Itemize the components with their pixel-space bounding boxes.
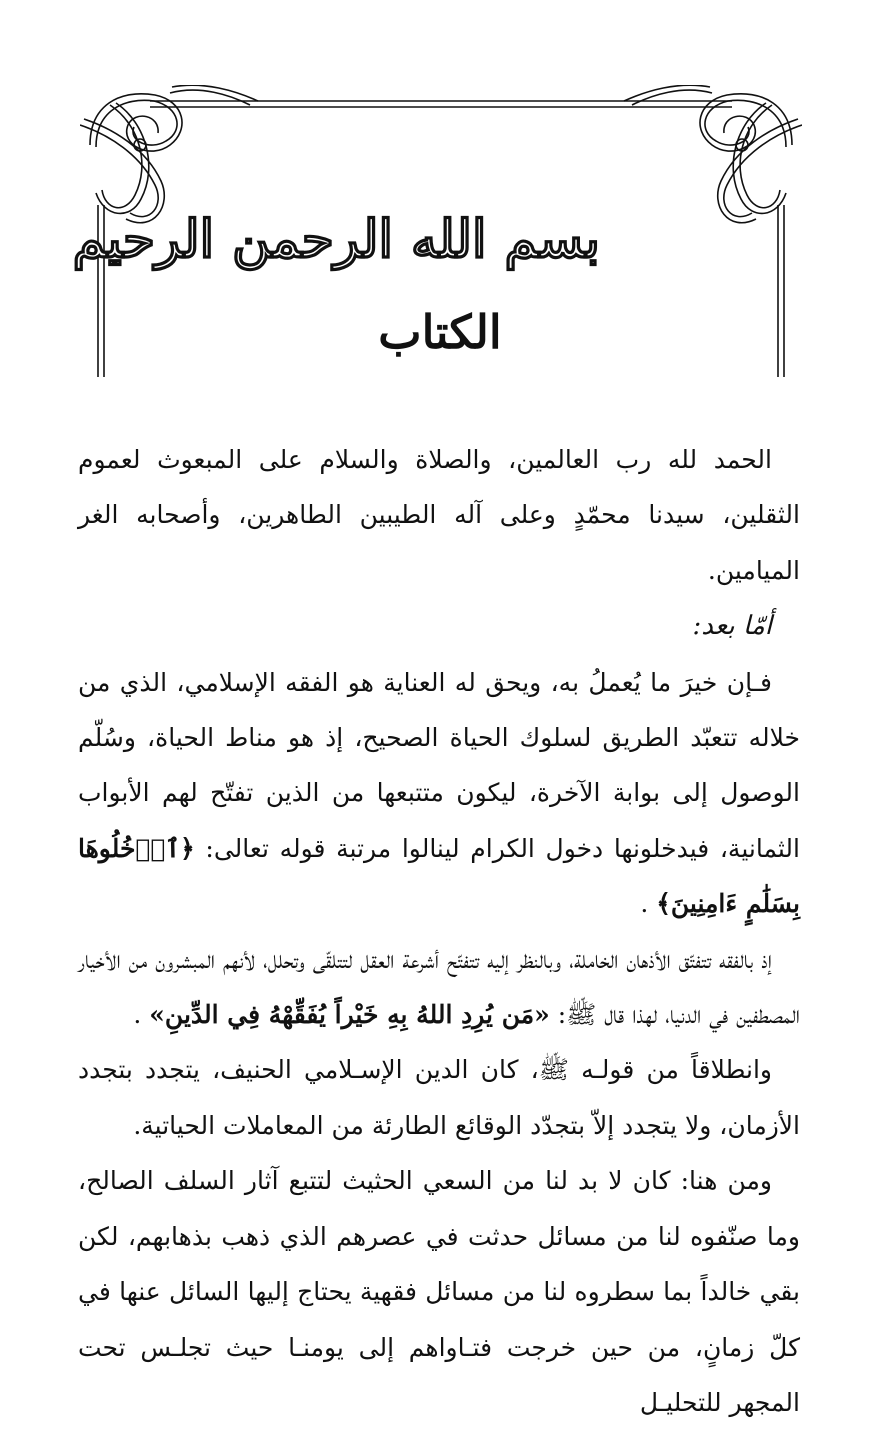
basmala-calligraphy: بسم الله الرحمن الرحيم <box>72 209 600 270</box>
paragraph-fiqh-intro <box>78 655 800 932</box>
paragraph-opening: الحمد لله رب العالمين، والصلاة والسلام على المبعوث لعموم الثقلين، سيدنا محمّدٍ وعلى آله الطيبين الطاهرين، وأصحابه الغر الميامين. <box>78 445 800 585</box>
paragraph-fiqh-mind-end: . <box>133 1000 142 1030</box>
paragraph-amma-baad <box>78 598 800 654</box>
paragraph-fiqh-mind <box>78 932 800 1043</box>
quran-verse: ﴿ٱدۡخُلُوهَا بِسَلَٰمٍ ءَامِنِينَ﴾ <box>78 833 800 919</box>
paragraph-renewal: وانطلاقاً من قولـه ﷺ، كان الدين الإسـلامي الحنيف، يتجدد بتجدد الأزمان، ولا يتجدد إلاّ بتجدّد الوقائع الطارئة من المعاملات الحياتية. <box>78 1055 800 1140</box>
paragraph-fiqh-mind-text: إذ بالفقه تتفتّق الأذهان الخاملة، وبالنظر إليه تتفتّح أشرعة العقل لتتلقّى وتحلل، لأنهم المبشرون من الأخيار المصطفين في الدنيا، لهذا قال ﷺ: <box>78 944 800 1030</box>
hadith-quote: «مَن يُرِدِ اللهُ بِهِ خَيْراً يُفَقِّهْهُ فِي الدِّينِ» <box>149 1000 550 1030</box>
amma-baad-heading: أمّا بعد: <box>692 611 772 642</box>
paragraph-fiqh-intro-text: فـإن خيرَ ما يُعملُ به، ويحق له العناية هو الفقه الإسلامي، الذي من خلاله تتعبّد الطريق لسلوك الحياة الصحيح، إذ هو مناط الحياة، وسُلّم الوصول إلى بوابة الآخرة، ليكون متتبعها من الذين تفتّح لهم الأبواب الثمانية، فيدخلونها دخول الكرام لينالوا مرتبة قوله تعالى: <box>78 667 800 863</box>
document-body <box>78 432 800 1430</box>
paragraph-salaf: ومن هنا: كان لا بد لنا من السعي الحثيث لتتبع آثار السلف الصالح، وما صنّفوه لنا من مسائل حدثت في عصرهم الذي ذهب بذهابهم، لكن بقي خالداً بما سطروه لنا من مسائل فقهية يحتاج إليها السائل عنها في كلّ زمانٍ، من حين خرجت فتـاواهم إلى يومنـا حيث تجلـس تحت المجهر للتحليـل <box>78 1166 800 1417</box>
paragraph-fiqh-intro-end: . <box>640 889 649 919</box>
page-title: الكتاب <box>378 305 502 359</box>
